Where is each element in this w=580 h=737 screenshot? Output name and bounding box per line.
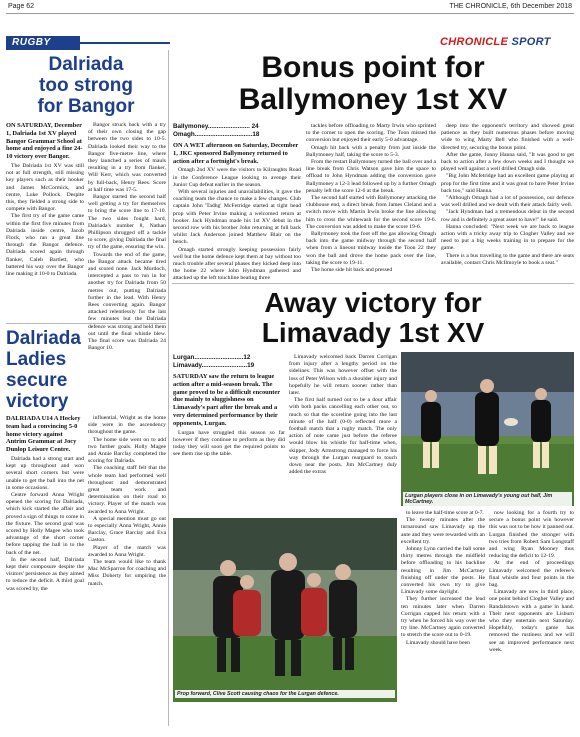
headline-line: Ladies [6,349,67,370]
ladies-headline [6,328,166,412]
issue-date: THE CHRONICLE, 6th December 2018 [449,3,572,10]
bonus-paragraph: The home side hit back and pressed [311,267,393,274]
away-paragraph: now looking for a fourth try to secure a bonus point win however this was not to be how it panned out. Lurgan finished the stronger with two tries from Robert Sam Longstaff and wing Ryan Mooney thus reducing the deficit to 12-19. [489,510,574,560]
away-paragraph: to leave the half-time score at 0-7. [406,510,484,516]
bonus-paragraph: From the restart Ballymoney turned the ball over and a line break from Chris Watson gave him the space to offload to John Hyndman adding the conversion gave Ballymoney a 12-3 lead followed up by a further Omagh penalty left the score 12-6 at the break. [306,159,436,194]
bonus-paragraph: Omagh hit back with a penalty from just inside the Ballymoney half, taking the score to 5-3. [306,144,436,158]
photo-caption: Prop forward, Clive Scott causing chaos for the Lurgan defence. [175,690,395,698]
ladies-column-1 [6,415,84,731]
score-line: Lurgan............................12 [173,354,251,361]
headline-line: too strong [39,75,133,96]
dalriada-paragraph: Bangor started the second half well getting a try for themselves to bring the score line to 17-10. The two sides fought hard, Dalriada's number 8, Nathan Phillipson shrugged off a tackle to score, giving Dalriada the final try of the game, ensuring the win. [88,194,166,251]
bonus-paragraph: "Big John Mcfetridge had an excellent game playing at prop for the first time and it was great to have Peter Irvine back too," said Hanna. [441,173,574,194]
bonus-paragraph: "Although Omagh had a lot of possession, our defence was well drilled and we dealt with their attack fairly well. [441,195,574,209]
bonus-headline [172,52,574,116]
masthead [440,36,551,48]
bonus-paragraph: Omagh started strongly keeping possession fairly well but the home defence kept them at bay without too much trouble after several phases they kicked deep into the home 22 where John Hyndman gathered and attacked up the left touchline beating three [173,246,301,282]
headline-line: Away victory for [264,287,482,318]
away-headline [172,288,574,348]
headline-line: Ballymoney 1st XV [238,83,508,116]
away-paragraph: Limavady welcomed back Darren Corrigan from injury after a lengthy period on the sidelines. This was however offset with the loss of Peter Wilson with a shoulder injury and hopefully he will return sooner rather than later. [289,354,397,397]
away-paragraph: The twenty minutes after the turnaround saw Limavady up the ante and they were rewarded with an excellent try. [401,517,485,545]
dalriada-column-1 [6,122,84,322]
masthead-sport: SPORT [511,36,551,48]
bonus-paragraph: The second half started with Ballymoney attacking the clubhouse end, a direct break from James Cleland and a switch move with Martin Irwin broke the line allowing him to cross the whitewash for the second score 19-6. The conversion was added to make the score 19-6. [306,195,436,230]
bonus-column-1 [173,123,301,281]
headline-line: for Bangor [37,96,135,117]
ladies-paragraph: A special mention must go out to especially Anna Wright, Annie Barclay, Grace Barclay and Eva Gaston. [88,515,166,544]
ladies-paragraph: Player of the match was awarded to Anna Wright. [88,544,166,558]
headline-line: Limavady 1st XV [261,317,485,348]
bonus-paragraph: Ballymoney took the foot off the gas allowing Omagh back into the game midway through the second half when from a lineout midway inside the Toon 22 they won the ball and drove the home pack over the line, taking the score to 19-11. [306,231,436,266]
away-paragraph: They further increased the lead ten minutes later when Darren Corrigan capped his return with a try when he forced his way over the try line. McCartney again converted to stretch the score out to 0-19. [401,596,485,639]
dalriada-column-2 [88,122,166,352]
header-rule [6,13,574,14]
section-tag-rugby: RUGBY [6,36,80,50]
ladies-paragraph: Centre forward Anna Wright opened the scoring for Dalriada, which kick started the affair and proved a sign of things to come in the fixture. The second goal was scored by Holly Magee who took advantage of the short corner before tapping the ball in to the back of the net. [6,492,84,556]
bonus-paragraph: Hanna concluded: "Next week we are back to league action with a tricky away trip to Clogher Valley and we need to put a big weeks training in to prepare for the game. [441,223,574,252]
headline-line: victory [6,391,69,412]
bonus-paragraph: After the game, Jonny Hanna said, "It was good to get back to action after a few down weeks and I thought we played well against a well drilled Omagh side. [441,151,574,173]
section-tag-rule [80,42,170,44]
bonus-paragraph: Omagh 2nd XV were the visitors to Kilraughts Road in the Conference League looking to avenge their Junior Cup defeat earlier in the season. [173,167,301,188]
headline-line: secure [6,370,68,391]
ladies-paragraph: influential, Wright as the home side were in the ascendency throughout the game. [88,415,166,436]
bonus-paragraph: "Jack Hyndman had a tremendous debut in the second row and is definitely a great asset to have!" he said. [441,209,574,223]
ladies-column-2 [88,415,166,731]
photo-caption: Lurgan players close in on Limavady's young out half, Jim McCartney. [403,492,572,506]
score-line: Omagh.................................18 [173,131,260,138]
bonus-paragraph: tackles before offloading to Marty Irwin who sprinted to the corner to open the scoring. The Toon missed the conversion but enjoyed their early 5-0 advantage. [306,123,436,144]
ladies-paragraph: In the second half, Dalriada kept their composure despite the visitors' persistence as they aimed to reduce the deficit. A third goal was scored by, the [6,556,84,592]
headline-line: Dalriada [6,328,81,349]
rugby-tackle-photo [173,518,397,702]
dalriada-lead: ON SATURDAY, December 1, Dalriada 1st XV played Bangor Grammar School at home and enjoyed a fine 24-10 victory over Bangor. [6,122,83,161]
bonus-paragraph: There is a bus travelling to the game and there are seats available, contact Chris McIlmoyle to book a seat." [441,252,574,266]
away-column-3 [401,510,485,730]
headline-line: Dalriada [48,54,124,75]
away-paragraph: Limavady should have been [406,639,470,646]
ladies-paragraph: The team would like to thank Mac McSparron for coaching and Miss Doherty for umpiring the match. [88,559,166,587]
away-column-1 [173,354,285,516]
ladies-paragraph: The coaching staff felt that the whole team had performed well throughout and demonstrated great team work and determination on their road to victory. Player of the match was awarded to Anna Wright. [88,465,166,515]
dalriada-paragraph: The first try of the game came within the first five minutes from Dalriada inside centre, Jacob Flock, who ran a great line through the Bangor defence. Dalriada scored again through flanker, Caleb Bartlett, who battered his way over the Bangor line making it 10-0 to Dalriada. [6,213,84,278]
away-paragraph: Lurgan have struggled this season so far however if they continue to perform as they did today they will soon get the required points to see them rise up the table. [173,429,285,458]
away-paragraph: Johnny Lynn carried the ball some thirty metres through the midfield before offloading to his backline resulting in Jim McCartney finishing off under the posts. He converted his own try to give Limavady some daylight. [401,546,485,596]
photo-lurgan-players [401,352,574,506]
dalriada-paragraph: Bangor struck back with a try of their own closing the gap between the two sides to 10-5. Dalriada looked their way to the Bangor five-metre line, where they launched a series of mauls resulting in a try from flanker, Will Kerr, which was converted by full-back, Henry Rees. Score at half time was 17-5. [88,122,166,193]
away-paragraph: The first half turned out to be a dour affair with both packs cancelling each other out, so much so that the scoreline going into the last minute of the half (0-0) reflected more a football match that a rugby match. The only action of note came just before the referee would blow his whistle for half-time when, skipper, Jody Armstrong managed to force his way through the Lurgan rearguard to touch down near the posts. Jim McCartney duly added the extras [289,397,397,476]
bonus-column-2 [306,123,436,281]
ladies-lead: DALRIADA U14 A Hockey team had a convincing 5-0 home victory against Antrim Grammar at Jocy Dunlop Leisure Centre. [6,415,81,454]
headline-line: Bonus point for [261,51,485,84]
away-column-4 [489,510,574,730]
away-lead: SATURDAY saw the return to league action after a mid-season break. The game proved to be a difficult encounter due mainly to sluggishness on Limavady's part after the break and a very determined performance by their opponents, Lurgan. [173,373,280,427]
dalriada-paragraph: The Dalriada 1st XV was still not at full strength, still missing key players such as their hooker and James McCormick, and centre, Luke Pollock. Despite this, they fielded a strong side to compete with Bangor. [6,162,84,213]
photo-prop-forward [173,518,397,702]
bonus-paragraph: With several injuries and unavailabilities, it gave the coaching team the chance to make a few changes. Club captain John 'Tadhg' McFetridge started at tight head prop with Peter Irvine making a welcomed return at hooker. Jack Hyndman made his 1st XV debut in the second row with his brother John returning at full back whilst Jack Anderson joined Matthew Blair on the bench. [173,189,301,246]
score-line: Limavady..........................19 [173,362,255,369]
bonus-column-3 [441,123,574,281]
column-divider [168,50,169,726]
away-paragraph: Limavady are now in third place, one point behind Clogher Valley and Randalstown with a game in hand. Their next opponents are Lisburn who they entertain next Saturday. Hopefully, today's game has removed the rustiness and we will see an improved performance next week. [489,589,574,653]
rugby-players-photo [401,352,574,506]
story-divider [6,323,166,324]
ladies-paragraph: Dalriada had a strong start and kept up throughout and won several short corners but were unable to get the ball into the net in some occasions. [6,455,84,491]
page-number: Page 62 [8,3,35,10]
bonus-lead: ON A WET afternoon on Saturday, December 1, JKC sponsored Ballymoney returned to action after a fortnight's break. [173,142,299,165]
story-divider [172,283,574,284]
dalriada-headline [6,54,166,117]
masthead-chronicle: CHRONICLE [440,36,509,48]
away-column-2 [289,354,397,516]
away-paragraph: At the end of proceedings Limavady welcomed the referee's final whistle and four points in the bag. [489,560,574,589]
bonus-paragraph: deep into the opponent's territory and showed great patience as they built numerous phases before moving wide to wing Marty Bell who finished with a well-directed try, securing the bonus point. [441,123,574,151]
dalriada-paragraph: Towards the end of the game, the Bangor attack became tired and scored none. Jack Murdoch, intercepted a pass to run in for another try for Dalriada from 50 metres out, putting Dalriada further in the lead. With Henry Rees converting again. Bangor attacked relentlessly for the last few minutes but the Dalriada defence was strong and held them out until the final whistle blew. The final score was Dalriada 24 Bangor 10. [88,251,166,352]
ladies-paragraph: The home side went on to add two further goals. Holly Magee and Annie Barclay completed the scoring for Dalriada. [88,436,166,465]
score-line: Ballymoney........................ 24 [173,123,259,130]
